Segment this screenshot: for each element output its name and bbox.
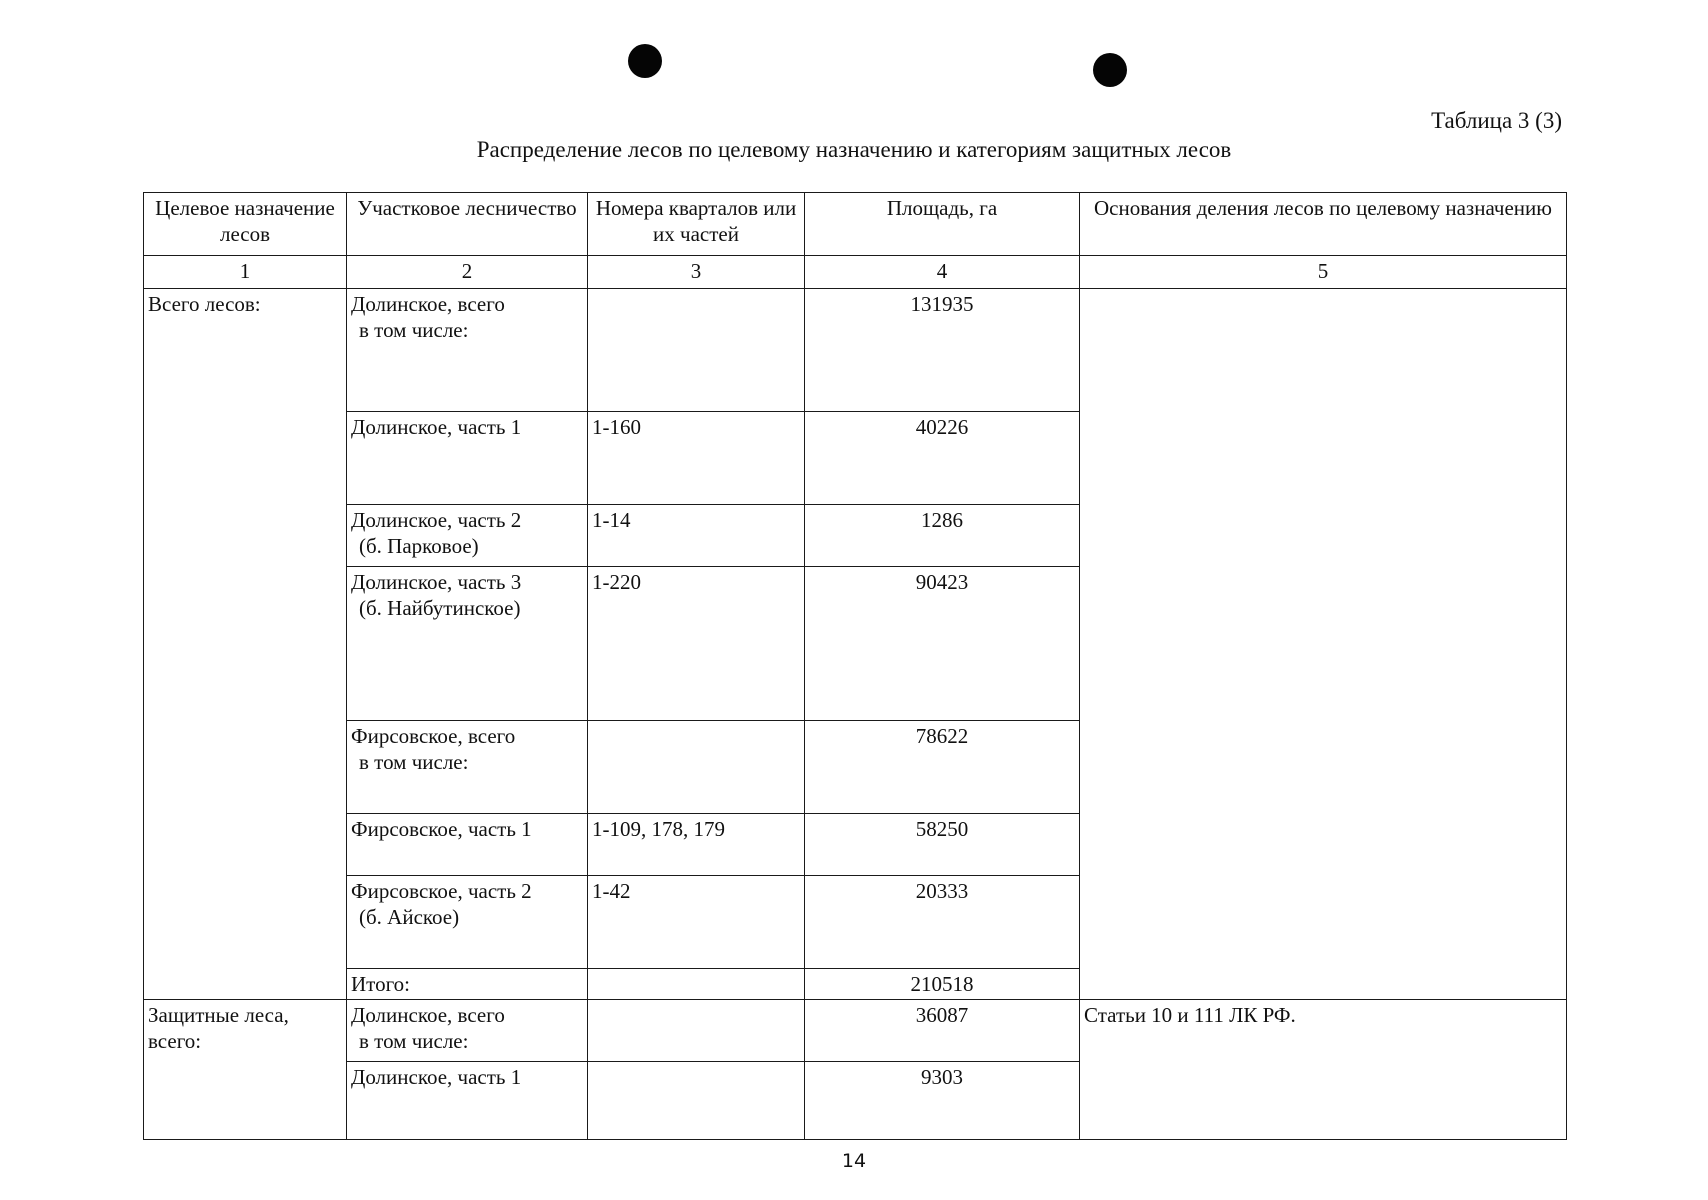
forestry-cell xyxy=(347,567,588,721)
forestry-sub: (б. Айское) xyxy=(359,905,460,929)
total-label: Итого: xyxy=(347,969,588,1000)
forestry-sub: в том числе: xyxy=(359,318,469,342)
forestry-cell xyxy=(347,289,588,412)
area-cell: 90423 xyxy=(805,567,1080,721)
quarters-cell: 1-14 xyxy=(588,505,805,567)
forestry-sub: в том числе: xyxy=(359,750,469,774)
header-forestry: Участковое лесничество xyxy=(347,193,588,256)
column-number: 2 xyxy=(347,256,588,289)
forestry-name: Долинское, часть 2 xyxy=(351,508,522,532)
quarters-cell xyxy=(588,721,805,814)
forestry-cell xyxy=(347,1062,588,1140)
column-number: 4 xyxy=(805,256,1080,289)
forestry-name: Долинское, часть 3 xyxy=(351,570,522,594)
forestry-name: Долинское, часть 1 xyxy=(351,1065,522,1089)
area-cell: 78622 xyxy=(805,721,1080,814)
table-row xyxy=(144,1000,1567,1062)
quarters-cell xyxy=(588,1000,805,1062)
area-cell: 131935 xyxy=(805,289,1080,412)
column-number-row xyxy=(144,256,1567,289)
header-basis: Основания деления лесов по целевому назначению xyxy=(1080,193,1567,256)
header-quarters: Номера кварталов или их частей xyxy=(588,193,805,256)
area-cell: 58250 xyxy=(805,814,1080,876)
forestry-sub: в том числе: xyxy=(359,1029,469,1053)
basis-total-cell xyxy=(1080,289,1567,1000)
quarters-cell: 1-109, 178, 179 xyxy=(588,814,805,876)
forestry-name: Фирсовское, часть 1 xyxy=(351,817,532,841)
area-cell: 40226 xyxy=(805,412,1080,505)
header-purpose: Целевое назначение лесов xyxy=(144,193,347,256)
area-cell: 20333 xyxy=(805,876,1080,969)
forestry-name: Фирсовское, часть 2 xyxy=(351,879,532,903)
table-number: Таблица 3 (3) xyxy=(1431,108,1562,133)
quarters-cell: 1-42 xyxy=(588,876,805,969)
area-cell: 36087 xyxy=(805,1000,1080,1062)
quarters-cell xyxy=(588,289,805,412)
table-row xyxy=(144,289,1567,412)
binder-hole-right xyxy=(1093,53,1127,87)
forestry-name: Долинское, всего xyxy=(351,292,505,316)
forestry-cell xyxy=(347,505,588,567)
forestry-cell xyxy=(347,876,588,969)
area-cell: 9303 xyxy=(805,1062,1080,1140)
binder-hole-left xyxy=(628,44,662,78)
forestry-name: Фирсовское, всего xyxy=(351,724,516,748)
header-row xyxy=(144,193,1567,256)
header-area: Площадь, га xyxy=(805,193,1080,256)
page-number: 14 xyxy=(841,1150,867,1172)
basis-protective-cell: Статьи 10 и 111 ЛК РФ. xyxy=(1080,1000,1567,1140)
forestry-sub: (б. Парковое) xyxy=(359,534,479,558)
forest-distribution-table xyxy=(143,192,1567,1140)
column-number: 1 xyxy=(144,256,347,289)
forestry-cell xyxy=(347,721,588,814)
purpose-protective-cell: Защитные леса, всего: xyxy=(144,1000,347,1140)
forestry-name: Долинское, всего xyxy=(351,1003,505,1027)
quarters-cell xyxy=(588,969,805,1000)
document-title: Распределение лесов по целевому назначению и категориям защитных лесов xyxy=(476,137,1232,162)
total-area: 210518 xyxy=(805,969,1080,1000)
column-number: 3 xyxy=(588,256,805,289)
purpose-total-cell: Всего лесов: xyxy=(144,289,347,1000)
forestry-cell xyxy=(347,1000,588,1062)
area-cell: 1286 xyxy=(805,505,1080,567)
quarters-cell: 1-160 xyxy=(588,412,805,505)
quarters-cell xyxy=(588,1062,805,1140)
column-number: 5 xyxy=(1080,256,1567,289)
forestry-sub: (б. Найбутинское) xyxy=(359,596,521,620)
forestry-name: Долинское, часть 1 xyxy=(351,415,522,439)
forestry-cell xyxy=(347,412,588,505)
forestry-cell xyxy=(347,814,588,876)
quarters-cell: 1-220 xyxy=(588,567,805,721)
